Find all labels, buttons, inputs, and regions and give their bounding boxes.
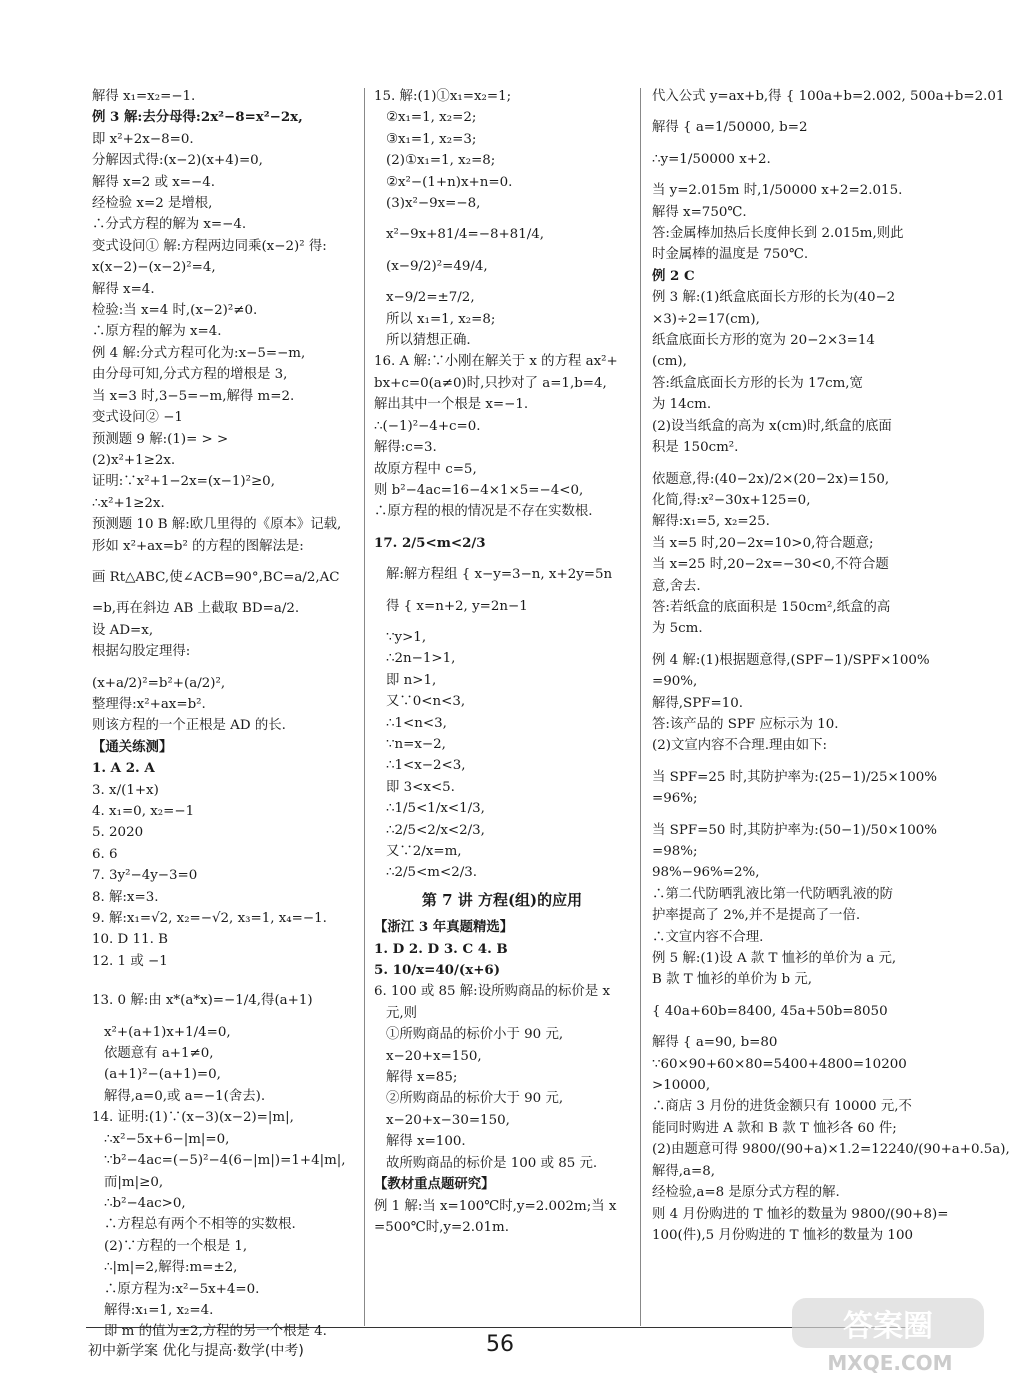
- text-line: ∴文宣内容不合理.: [652, 929, 764, 945]
- text-line: ②所购商品的标价大于 90 元,: [386, 1091, 564, 1107]
- text-line: 得 { x=n+2, y=2n−1: [386, 598, 528, 614]
- text-line: 又∵0<n<3,: [386, 694, 466, 710]
- answer-column-1: [92, 86, 354, 1343]
- text-line: 答:若纸盒的底面积是 150cm²,纸盒的高: [652, 599, 891, 615]
- text-line: 16. A 解:∵小刚在解关于 x 的方程 ax²+: [374, 354, 618, 370]
- text-line: 10. D 11. B: [92, 932, 168, 948]
- text-line: ①所购商品的标价小于 90 元,: [386, 1027, 564, 1043]
- watermark-logo: [790, 1296, 990, 1378]
- text-line: ∴x²+1≥2x.: [92, 495, 165, 511]
- text-line: ∵60×90+60×80=5400+4800=10200: [652, 1056, 907, 1072]
- text-line: { 40a+60b=8400, 45a+50b=8050: [652, 1003, 888, 1019]
- text-line: 设 AD=x,: [92, 622, 154, 638]
- section-heading: 【浙江 3 年真题精选】: [374, 919, 514, 936]
- text-line: 变式设问① 解:方程两边同乘(x−2)² 得:: [92, 238, 327, 254]
- text-line: 根据勾股定理得:: [92, 644, 191, 660]
- text-line: 解得,a=8,: [652, 1163, 716, 1179]
- text-line: (2)文宣内容不合理.理由如下:: [652, 738, 828, 754]
- text-line: 则 b²−4ac=16−4×1×5=−4<0,: [374, 482, 584, 498]
- text-line: x−9/2=±7/2,: [386, 290, 475, 306]
- text-line: 即 n>1,: [386, 672, 437, 688]
- text-line: 6. 100 或 85 解:设所购商品的标价是 x: [374, 984, 611, 1000]
- text-line: 解出其中一个根是 x=−1.: [374, 397, 529, 413]
- text-line: 9. 解:x₁=√2, x₂=−√2, x₃=1, x₄=−1.: [92, 911, 327, 927]
- text-line: B 款 T 恤衫的单价为 b 元,: [652, 972, 813, 988]
- text-line: 解得:x₁=1, x₂=4.: [104, 1302, 214, 1318]
- text-line: 为 5cm.: [652, 621, 703, 637]
- text-line: 解得 { a=90, b=80: [652, 1035, 778, 1051]
- text-line: 证明:∵x²+1−2x=(x−1)²≥0,: [92, 474, 275, 490]
- text-line: 由分母可知,分式方程的增根是 3,: [92, 367, 288, 383]
- text-line: (2)设当纸盒的高为 x(cm)时,纸盒的底面: [652, 418, 892, 434]
- text-line: 98%−96%=2%,: [652, 865, 760, 881]
- text-line: 经检验 x=2 是增根,: [92, 196, 213, 212]
- text-line: 解得:c=3.: [374, 440, 437, 456]
- text-line: 答:纸盒底面长方形的长为 17cm,宽: [652, 375, 863, 391]
- watermark-text-main: 答案圈: [843, 1309, 933, 1344]
- text-line: 5. 2020: [92, 825, 144, 841]
- answer-column-2: [374, 86, 630, 1238]
- text-line: 又∵2/x=m,: [386, 844, 462, 859]
- text-line: >10000,: [652, 1078, 711, 1094]
- text-line: 故原方程中 c=5,: [374, 461, 477, 477]
- text-line: =b,再在斜边 AB 上截取 BD=a/2.: [92, 601, 300, 617]
- text-line: ∵y>1,: [386, 629, 427, 645]
- text-line: 所以 x₁=1, x₂=8;: [386, 311, 496, 327]
- text-line: 则 4 月份购进的 T 恤衫的数量为 9800/(90+8)=: [652, 1206, 949, 1222]
- text-line: 当 x=25 时,20−2x=−30<0,不符合题: [652, 557, 889, 573]
- text-line: 5. 10/x=40/(x+6): [374, 962, 501, 979]
- text-line: 能同时购进 A 款和 B 款 T 恤衫各 60 件;: [652, 1120, 897, 1136]
- text-line: 解得:x₁=5, x₂=25.: [652, 514, 770, 530]
- text-line: ∴1/5<1/x<1/3,: [386, 801, 485, 817]
- text-line: ×3)÷2=17(cm),: [652, 311, 760, 327]
- text-line: 15. 解:(1)①x₁=x₂=1;: [374, 89, 512, 104]
- text-line: 100(件),5 月份购进的 T 恤衫的数量为 100: [652, 1227, 913, 1243]
- text-line: =96%;: [652, 791, 698, 807]
- text-line: 当 y=2.015m 时,1/50000 x+2=2.015.: [652, 183, 903, 199]
- text-line: 检验:当 x=4 时,(x−2)²≠0.: [92, 303, 258, 319]
- text-line: (a+1)²−(a+1)=0,: [104, 1067, 221, 1083]
- text-line: 即 x²+2x−8=0.: [92, 131, 194, 147]
- text-line: 预测题 9 解:(1)= > >: [92, 431, 229, 447]
- text-line: ∴第二代防晒乳液比第一代防晒乳液的防: [652, 886, 894, 902]
- text-line: x²−9x+81/4=−8+81/4,: [386, 227, 545, 243]
- text-line: ∴y=1/50000 x+2.: [652, 151, 771, 167]
- text-line: ∵b²−4ac=(−5)²−4(6−|m|)=1+4|m|,: [104, 1153, 346, 1169]
- text-line: 14. 证明:(1)∵(x−3)(x−2)=|m|,: [92, 1110, 294, 1126]
- text-line: 当 SPF=25 时,其防护率为:(25−1)/25×100%: [652, 769, 938, 785]
- text-line: 解得 x=750℃.: [652, 204, 747, 220]
- page-number: 56: [486, 1332, 514, 1357]
- text-line: ③x₁=1, x₂=3;: [386, 131, 477, 147]
- text-line: 元,则: [386, 1005, 418, 1021]
- text-line: 解得 x₁=x₂=−1.: [92, 89, 196, 104]
- text-line: ∴(−1)²−4+c=0.: [374, 418, 481, 434]
- text-line: 所以猜想正确.: [386, 333, 471, 349]
- text-line: 12. 1 或 −1: [92, 953, 168, 969]
- text-line: 经检验,a=8 是原分式方程的解.: [652, 1185, 840, 1201]
- text-line: =500℃时,y=2.01m.: [374, 1219, 509, 1235]
- text-line: 当 x=3 时,3−5=−m,解得 m=2.: [92, 388, 295, 404]
- text-line: 当 SPF=50 时,其防护率为:(50−1)/50×100%: [652, 822, 938, 838]
- text-line: =90%,: [652, 674, 698, 690]
- text-line: 即 m 的值为±2,方程的另一个根是 4.: [104, 1324, 327, 1340]
- text-line: 例 4 解:(1)根据题意得,(SPF−1)/SPF×100%: [652, 652, 930, 668]
- text-line: (cm),: [652, 354, 687, 370]
- text-line: 解得,a=0,或 a=−1(舍去).: [104, 1088, 266, 1104]
- text-line: 则该方程的一个正根是 AD 的长.: [92, 718, 286, 734]
- text-line: 1. A 2. A: [92, 760, 155, 777]
- text-line: ∴原方程的根的情况是不存在实数根.: [374, 504, 593, 520]
- text-line: 7. 3y²−4y−3=0: [92, 868, 198, 884]
- text-line: 代入公式 y=ax+b,得 { 100a+b=2.002, 500a+b=2.01: [652, 89, 1005, 104]
- text-line: ∴2/5<m<2/3.: [386, 865, 478, 881]
- text-line: 解得 x=2 或 x=−4.: [92, 174, 216, 190]
- text-line: 17. 2/5<m<2/3: [374, 534, 486, 551]
- text-line: 依题意有 a+1≠0,: [104, 1046, 214, 1062]
- text-line: ∴1<x−2<3,: [386, 758, 466, 774]
- text-line: ∴x²−5x+6−|m|=0,: [104, 1131, 230, 1147]
- text-line: 积是 150cm².: [652, 440, 739, 456]
- section-heading: 【教材重点题研究】: [374, 1176, 495, 1193]
- answer-column-3: [652, 86, 1010, 1246]
- text-line: 分解因式得:(x−2)(x+4)=0,: [92, 153, 263, 169]
- text-line: 解得 { a=1/50000, b=2: [652, 120, 808, 136]
- text-line: 解:解方程组 { x−y=3−n, x+2y=5n: [386, 567, 613, 583]
- text-line: 变式设问② −1: [92, 410, 183, 426]
- text-line: 3. x/(1+x): [92, 782, 159, 798]
- text-line: 护率提高了 2%,并不是提高了一倍.: [652, 908, 861, 924]
- text-line: (x−9/2)²=49/4,: [386, 258, 488, 274]
- text-line: 6. 6: [92, 846, 118, 862]
- text-line: 1. D 2. D 3. C 4. B: [374, 940, 508, 957]
- text-line: 13. 0 解:由 x*(a*x)=−1/4,得(a+1): [92, 993, 313, 1009]
- text-line: x²+(a+1)x+1/4=0,: [104, 1024, 231, 1040]
- text-line: 意,舍去.: [652, 578, 701, 594]
- text-line: 而|m|≥0,: [104, 1174, 164, 1190]
- text-line: 4. x₁=0, x₂=−1: [92, 804, 195, 819]
- text-line: 解得 x=100.: [386, 1134, 466, 1150]
- text-line: 即 3<x<5.: [386, 779, 455, 795]
- text-line: ∵n=x−2,: [386, 736, 446, 752]
- text-line: 例 3 解:去分母得:2x²−8=x²−2x,: [92, 109, 303, 126]
- section-heading: 【通关练测】: [92, 738, 173, 755]
- text-line: ∴1<n<3,: [386, 715, 447, 731]
- lecture-title: 第 7 讲 方程(组)的应用: [421, 890, 583, 909]
- text-line: x−20+x−30=150,: [386, 1112, 510, 1128]
- text-line: (2)由题意可得 9800/(90+a)×1.2=12240/(90+a+0.5a),: [652, 1142, 1010, 1158]
- text-line: 当 x=5 时,20−2x=10>0,符合题意;: [652, 535, 874, 551]
- text-line: ∴方程总有两个不相等的实数根.: [104, 1217, 296, 1233]
- text-line: ∴|m|=2,解得:m=±2,: [104, 1260, 238, 1276]
- text-line: x(x−2)−(x−2)²=4,: [92, 260, 216, 276]
- watermark-text-url: MXQE.COM: [827, 1351, 953, 1375]
- text-line: x−20+x=150,: [386, 1048, 482, 1064]
- text-line: 依题意,得:(40−2x)/2×(20−2x)=150,: [652, 471, 890, 487]
- text-line: 为 14cm.: [652, 397, 712, 413]
- column-divider: [364, 88, 365, 1326]
- text-line: bx+c=0(a≠0)时,只抄对了 a=1,b=4,: [374, 375, 607, 391]
- text-line: 解得,SPF=10.: [652, 695, 744, 711]
- text-line: 例 5 解:(1)设 A 款 T 恤衫的单价为 a 元,: [652, 951, 897, 967]
- text-line: 化简,得:x²−30x+125=0,: [652, 492, 811, 508]
- text-line: 例 1 解:当 x=100℃时,y=2.002m;当 x: [374, 1198, 617, 1214]
- text-line: ∴商店 3 月份的进货金额只有 10000 元,不: [652, 1099, 912, 1115]
- text-line: ∴分式方程的解为 x=−4.: [92, 217, 247, 233]
- text-line: 解得 x=85;: [386, 1070, 458, 1086]
- text-line: ②x₁=1, x₂=2;: [386, 110, 477, 126]
- text-line: (3)x²−9x=−8,: [386, 196, 481, 212]
- text-line: 答:金属棒加热后长度伸长到 2.015m,则此: [652, 226, 904, 242]
- text-line: 画 Rt△ABC,使∠ACB=90°,BC=a/2,AC: [92, 569, 340, 585]
- text-line: 形如 x²+ax=b² 的方程的图解法是:: [92, 538, 304, 554]
- text-line: 例 4 解:分式方程可化为:x−5=−m,: [92, 345, 306, 361]
- text-line: ∴b²−4ac>0,: [104, 1195, 186, 1211]
- column-divider: [640, 88, 641, 1326]
- text-line: (x+a/2)²=b²+(a/2)²,: [92, 675, 226, 691]
- text-line: ∴原方程的解为 x=4.: [92, 324, 222, 340]
- text-line: 解得 x=4.: [92, 281, 155, 297]
- text-line: 8. 解:x=3.: [92, 889, 159, 905]
- text-line: (2)x²+1≥2x.: [92, 452, 176, 468]
- text-line: 纸盒底面长方形的宽为 20−2×3=14: [652, 333, 875, 349]
- book-title: 初中新学案 优化与提高·数学(中考): [88, 1343, 304, 1359]
- text-line: 时金属棒的温度是 750℃.: [652, 247, 809, 263]
- text-line: 例 3 解:(1)纸盒底面长方形的长为(40−2: [652, 290, 896, 306]
- text-line: ∴原方程为:x²−5x+4=0.: [104, 1281, 260, 1297]
- text-line: (2)∵方程的一个根是 1,: [104, 1238, 248, 1254]
- text-line: 故所购商品的标价是 100 或 85 元.: [386, 1155, 598, 1171]
- text-line: 答:该产品的 SPF 应标示为 10.: [652, 716, 839, 732]
- text-line: 整理得:x²+ax=b².: [92, 696, 206, 712]
- text-line: ∴2/5<2/x<2/3,: [386, 822, 485, 838]
- text-line: =98%;: [652, 844, 698, 859]
- text-line: ②x²−(1+n)x+n=0.: [386, 174, 513, 190]
- text-line: ∴2n−1>1,: [386, 651, 456, 667]
- text-line: (2)①x₁=1, x₂=8;: [386, 153, 496, 169]
- text-line: 预测题 10 B 解:欧几里得的《原本》记载,: [92, 517, 342, 533]
- text-line: 例 2 C: [652, 267, 695, 284]
